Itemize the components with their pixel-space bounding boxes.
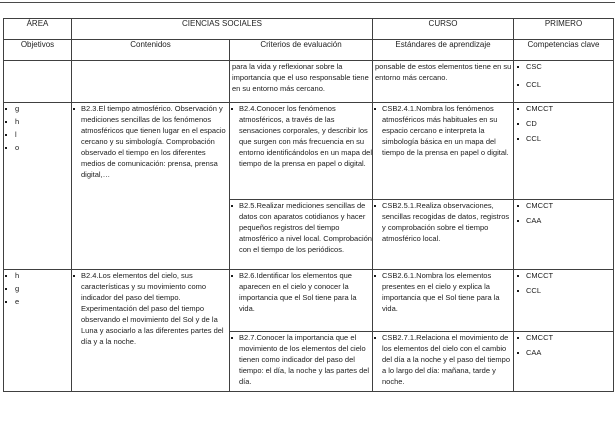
column-header-estandares: Estándares de aprendizaje — [373, 40, 514, 61]
criterio-item: B2.5.Realizar mediciones sencillas de datos con aparatos cotidianos y hacer pequeños registros del tiempo atmosférico a nivel local. Comprobación con el tiempo de los periódicos. — [230, 200, 372, 255]
competencia-item: CSC — [514, 61, 613, 72]
estandar-item: CSB2.4.1.Nombra los fenómenos atmosféricos más habituales en su espacio cercano e interpreta la simbología básica en un mapa del tiempo de la prensa en papel o digital. — [373, 103, 513, 158]
column-header-contenidos: Contenidos — [72, 40, 230, 61]
r1b-estandares-cell — [373, 200, 514, 270]
competencia-item: CAA — [514, 215, 613, 226]
competencia-item: CCL — [514, 285, 613, 296]
r2b-estandares-cell — [373, 332, 514, 392]
competencia-item: CD — [514, 118, 613, 129]
objetivo-item: o — [4, 142, 71, 153]
page-top-rule — [0, 2, 615, 3]
criterio-item: B2.6.Identificar los elementos que aparecen en el cielo y conocer la importancia que el Sol tiene para la vida. — [230, 270, 372, 314]
r2-objetivos-cell — [4, 270, 72, 392]
estandar-continuation-text: ponsable de estos elementos tiene en su entorno más cercano. — [375, 62, 512, 82]
r1a-criterios-cell — [230, 103, 373, 200]
r2-contenidos-cell — [72, 270, 230, 392]
contenido-item: B2.4.Los elementos del cielo, sus características y su movimiento como indicador del paso del tiempo. Experimentación del paso del tiempo observando el movimiento del Sol y de la Luna y asociarlo a las diferentes partes del día y a la noche. — [72, 270, 229, 347]
competencia-item: CMCCT — [514, 200, 613, 211]
r1b-criterios-cell — [230, 200, 373, 270]
table-row-continuation — [4, 61, 614, 103]
competencia-item: CCL — [514, 133, 613, 144]
contenido-item: B2.3.El tiempo atmosférico. Observación y mediciones sencillas de los fenómenos atmosféricos que tienen lugar en el espacio cercano y su simbología. Comprobación observado el tiempo en los diferentes medios de comunicación: prensa, prensa digital,… — [72, 103, 229, 180]
r1a-competencias-cell — [514, 103, 614, 200]
r0-competencias-cell — [514, 61, 614, 103]
r1-contenidos-cell — [72, 103, 230, 270]
criterio-item: B2.7.Conocer la importancia que el movimiento de los elementos del cielo tienen como indicador del paso del tiempo: el día, la noche y las partes del día. — [230, 332, 372, 387]
competencia-item: CMCCT — [514, 270, 613, 281]
competencia-item: CMCCT — [514, 332, 613, 343]
objetivo-item: h — [4, 116, 71, 127]
competencia-item: CCL — [514, 79, 613, 90]
objetivo-item: g — [4, 103, 71, 114]
objetivo-item: g — [4, 283, 71, 294]
header-row-area — [4, 19, 614, 40]
competencia-item: CAA — [514, 347, 613, 358]
r0-contenidos-cell — [72, 61, 230, 103]
r0-objetivos-cell — [4, 61, 72, 103]
objetivo-item: l — [4, 129, 71, 140]
criterio-continuation-text: para la vida y reflexionar sobre la importancia que el uso responsable tiene en su entorno más cercano. — [232, 62, 369, 93]
estandar-item: CSB2.5.1.Realiza observaciones, sencillas recogidas de datos, registros y comprobación sobre el tiempo atmosférico local. — [373, 200, 513, 244]
r0-criterios-cell — [230, 61, 373, 103]
r2a-competencias-cell — [514, 270, 614, 332]
curriculum-table — [3, 18, 614, 392]
r1b-competencias-cell — [514, 200, 614, 270]
r2b-criterios-cell — [230, 332, 373, 392]
header-subject: CIENCIAS SOCIALES — [72, 19, 373, 40]
header-row-columns — [4, 40, 614, 61]
column-header-criterios: Criterios de evaluación — [230, 40, 373, 61]
r2b-competencias-cell — [514, 332, 614, 392]
r1-objetivos-cell — [4, 103, 72, 270]
column-header-objetivos: Objetivos — [4, 40, 72, 61]
table-row-b23-a — [4, 103, 614, 200]
objetivo-item: e — [4, 296, 71, 307]
header-area: ÁREA — [4, 19, 72, 40]
r2a-criterios-cell — [230, 270, 373, 332]
criterio-item: B2.4.Conocer los fenómenos atmosféricos, a través de las sensaciones corporales, y describir los que surgen con más frecuencia en su entorno identificándolos en un mapa del tiempo de la prensa en papel o digital. — [230, 103, 372, 169]
table-row-b24-a — [4, 270, 614, 332]
header-nivel: PRIMERO — [514, 19, 614, 40]
estandar-item: CSB2.6.1.Nombra los elementos presentes en el cielo y explica la importancia que el Sol tiene para la vida. — [373, 270, 513, 314]
competencia-item: CMCCT — [514, 103, 613, 114]
header-curso: CURSO — [373, 19, 514, 40]
r2a-estandares-cell — [373, 270, 514, 332]
objetivo-item: h — [4, 270, 71, 281]
r0-estandares-cell — [373, 61, 514, 103]
estandar-item: CSB2.7.1.Relaciona el movimiento de los elementos del cielo con el cambio del día a la noche y el paso del tiempo a lo largo del día: mañana, tarde y noche. — [373, 332, 513, 387]
r1a-estandares-cell — [373, 103, 514, 200]
column-header-competencias: Competencias clave — [514, 40, 614, 61]
